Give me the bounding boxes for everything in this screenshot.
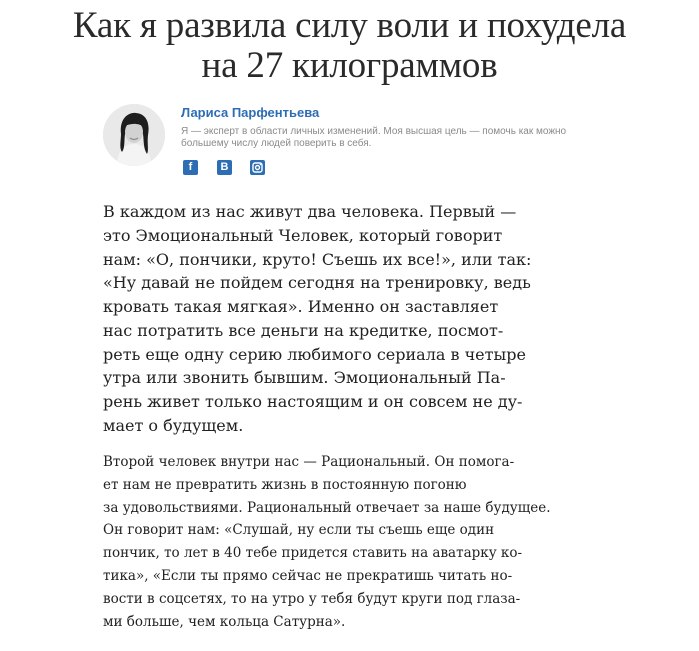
body-line: Второй человек внутри нас — Рациональный. Он помога- (103, 454, 515, 470)
vk-icon[interactable]: B (217, 160, 232, 175)
title-line: Как я развила силу воли и похудела (72, 5, 627, 46)
author-name[interactable]: Лариса Парфентьева (181, 105, 320, 120)
avatar-photo-icon (103, 104, 165, 166)
lead-line: В каждом из нас живут два человека. Первый — (103, 202, 517, 221)
lead-line: это Эмоциональный Человек, который говорит (103, 225, 503, 245)
bio-line: большему числу людей поверить в себя. (181, 138, 372, 149)
avatar[interactable] (103, 104, 165, 166)
title-line: на 27 килограммов (201, 45, 498, 86)
lead-line: реть еще одну серию любимого сериала в четыре (103, 344, 526, 364)
instagram-icon[interactable] (250, 160, 265, 175)
lead-line: нас потратить все деньги на кредитке, посмот- (103, 320, 504, 340)
body-line: ми больше, чем кольца Сатурна». (103, 613, 346, 630)
lead-line: утра или звонить бывшим. Эмоциональный Па- (103, 368, 506, 388)
body-line: вости в соцсетях, то на утро у тебя будут круги под глаза- (103, 590, 521, 607)
body-line: тика», «Если ты прямо сейчас не прекратишь читать но- (103, 567, 513, 584)
body-line: ет нам не превратить жизнь в постоянную погоню (103, 476, 467, 493)
body-line: пончик, то лет в 40 тебе придется ставить на аватарку ко- (103, 545, 523, 562)
facebook-icon[interactable]: f (183, 160, 198, 175)
author-block (103, 104, 593, 184)
lead-line: «Ну давай не пойдем сегодня на тренировку, ведь (103, 273, 531, 293)
lead-line: нам: «О, пончики, круто! Съешь их все!», или так: (103, 249, 532, 269)
lead-line: мает о будущем. (103, 415, 244, 435)
article-title (0, 0, 699, 86)
bio-line: Я — эксперт в области личных изменений. Моя высшая цель — помочь как можно (181, 126, 567, 137)
lead-paragraph (103, 200, 623, 438)
instagram-glyph-icon (250, 160, 265, 175)
lead-line: кровать такая мягкая». Именно он заставляет (103, 297, 499, 316)
body-line: Он говорит нам: «Слушай, ну если ты съешь еще один (103, 522, 495, 539)
body-line: за удовольствиями. Рациональный отвечает за наше будущее. (103, 499, 551, 516)
author-bio (181, 126, 591, 150)
body-paragraph (103, 451, 623, 633)
lead-line: рень живет только настоящим и он совсем не ду- (103, 392, 523, 411)
